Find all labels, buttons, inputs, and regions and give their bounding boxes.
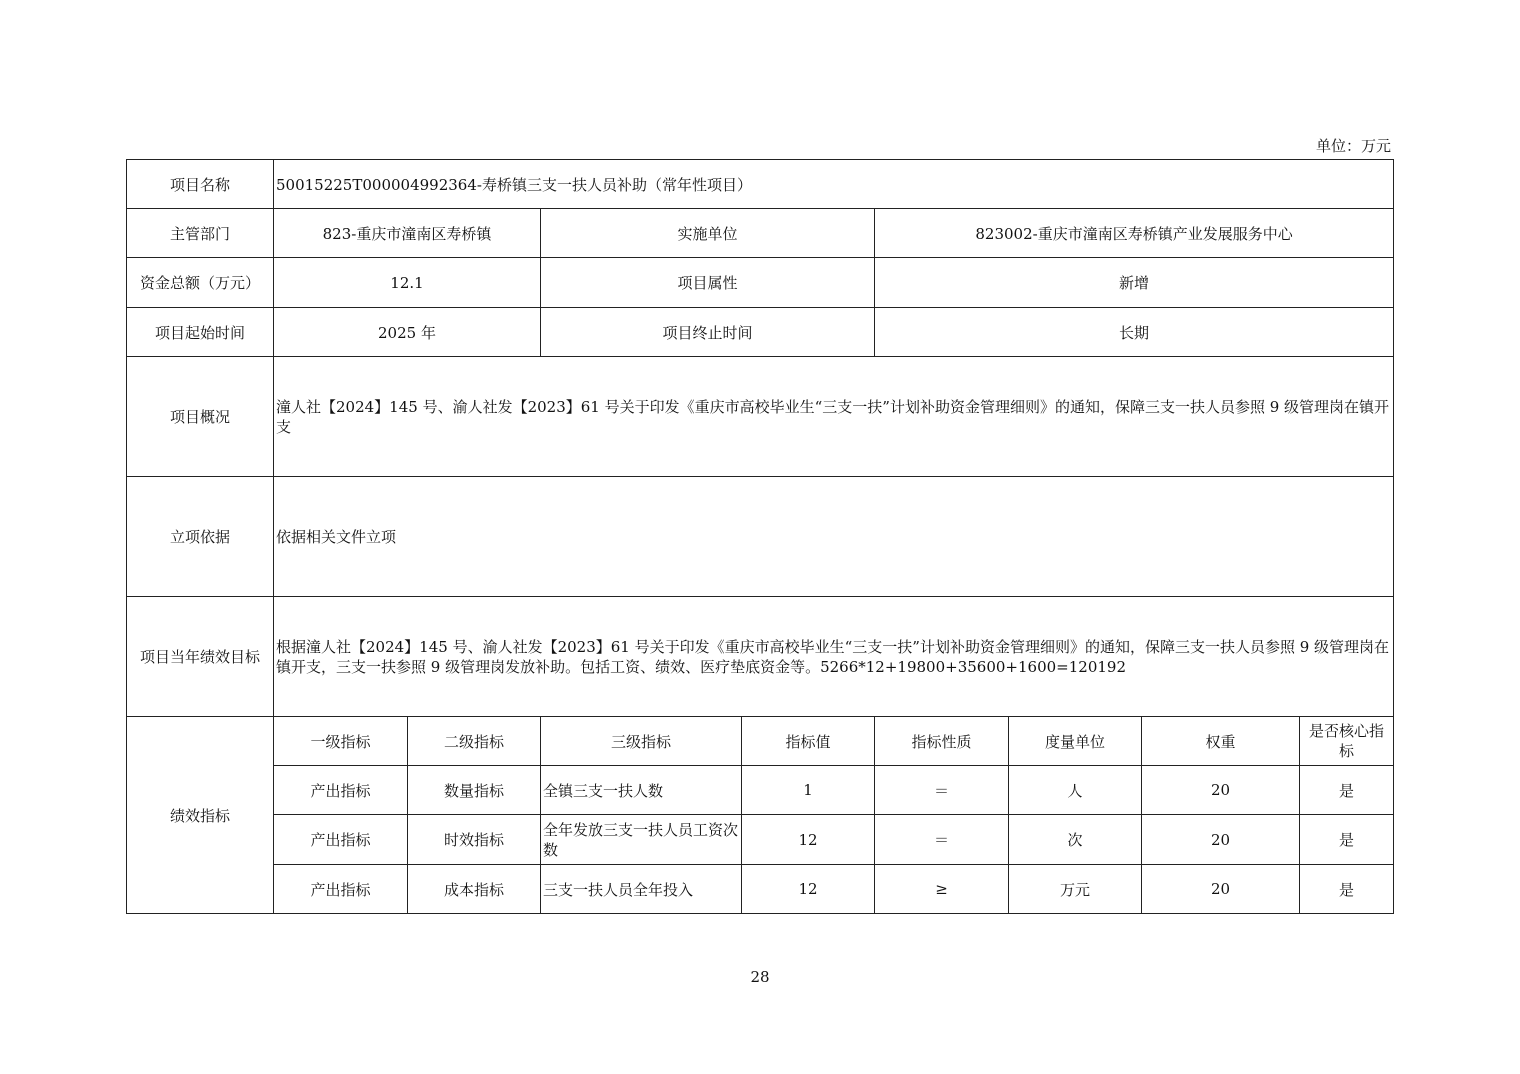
perf-header-core: 是否核心指标 — [1300, 717, 1394, 766]
perf-header-weight: 权重 — [1142, 717, 1300, 766]
row-basis — [127, 477, 1394, 597]
fund-value: 12.1 — [274, 258, 541, 308]
fund-label: 资金总额（万元） — [127, 258, 274, 308]
page-number: 28 — [750, 968, 770, 986]
perf-header-nature: 指标性质 — [875, 717, 1009, 766]
perf-l2: 时效指标 — [408, 815, 541, 865]
goal-label: 项目当年绩效目标 — [127, 597, 274, 717]
overview-value: 潼人社【2024】145 号、渝人社发【2023】61 号关于印发《重庆市高校毕业生“三支一扶”计划补助资金管理细则》的通知，保障三支一扶人员参照 9 级管理岗在镇开支 — [274, 357, 1394, 477]
perf-header-l1: 一级指标 — [274, 717, 408, 766]
project-name-value: 50015225T000004992364-寿桥镇三支一扶人员补助（常年性项目） — [274, 160, 1394, 209]
row-time — [127, 308, 1394, 357]
perf-l1: 产出指标 — [274, 766, 408, 815]
row-goal — [127, 597, 1394, 717]
perf-nature: ＝ — [875, 766, 1009, 815]
perf-header-unit: 度量单位 — [1009, 717, 1142, 766]
table-row — [127, 865, 1394, 914]
perf-nature: ＝ — [875, 815, 1009, 865]
dept-value: 823-重庆市潼南区寿桥镇 — [274, 209, 541, 258]
perf-value: 1 — [742, 766, 875, 815]
attr-label: 项目属性 — [541, 258, 875, 308]
table-row — [127, 815, 1394, 865]
perf-weight: 20 — [1142, 815, 1300, 865]
perf-l1: 产出指标 — [274, 815, 408, 865]
table-row — [127, 766, 1394, 815]
perf-header-l3: 三级指标 — [541, 717, 742, 766]
basis-label: 立项依据 — [127, 477, 274, 597]
perf-core: 是 — [1300, 865, 1394, 914]
row-fund — [127, 258, 1394, 308]
basis-value: 依据相关文件立项 — [274, 477, 1394, 597]
perf-value: 12 — [742, 865, 875, 914]
perf-nature: ≥ — [875, 865, 1009, 914]
unit-label: 单位：万元 — [1315, 137, 1391, 155]
perf-value: 12 — [742, 815, 875, 865]
overview-label: 项目概况 — [127, 357, 274, 477]
perf-label: 绩效指标 — [127, 717, 274, 914]
perf-core: 是 — [1300, 766, 1394, 815]
perf-unit: 万元 — [1009, 865, 1142, 914]
end-value: 长期 — [875, 308, 1394, 357]
row-dept — [127, 209, 1394, 258]
start-value: 2025 年 — [274, 308, 541, 357]
project-performance-table — [126, 159, 1394, 914]
perf-l2: 成本指标 — [408, 865, 541, 914]
perf-l3: 全年发放三支一扶人员工资次数 — [541, 815, 742, 865]
start-label: 项目起始时间 — [127, 308, 274, 357]
perf-weight: 20 — [1142, 766, 1300, 815]
perf-l3: 全镇三支一扶人数 — [541, 766, 742, 815]
perf-unit: 次 — [1009, 815, 1142, 865]
perf-core: 是 — [1300, 815, 1394, 865]
goal-value: 根据潼人社【2024】145 号、渝人社发【2023】61 号关于印发《重庆市高校毕业生“三支一扶”计划补助资金管理细则》的通知，保障三支一扶人员参照 9 级管理岗在镇开支，三支一扶参照 9 级管理岗发放补助。包括工资、绩效、医疗垫底资金等。5266*12+19800+35600+1600=120192 — [274, 597, 1394, 717]
end-label: 项目终止时间 — [541, 308, 875, 357]
perf-header-row — [127, 717, 1394, 766]
perf-l2: 数量指标 — [408, 766, 541, 815]
row-overview — [127, 357, 1394, 477]
perf-header-l2: 二级指标 — [408, 717, 541, 766]
impl-label: 实施单位 — [541, 209, 875, 258]
impl-value: 823002-重庆市潼南区寿桥镇产业发展服务中心 — [875, 209, 1394, 258]
perf-weight: 20 — [1142, 865, 1300, 914]
perf-header-value: 指标值 — [742, 717, 875, 766]
project-name-label: 项目名称 — [127, 160, 274, 209]
perf-unit: 人 — [1009, 766, 1142, 815]
perf-l3: 三支一扶人员全年投入 — [541, 865, 742, 914]
attr-value: 新增 — [875, 258, 1394, 308]
row-project-name — [127, 160, 1394, 209]
dept-label: 主管部门 — [127, 209, 274, 258]
perf-l1: 产出指标 — [274, 865, 408, 914]
